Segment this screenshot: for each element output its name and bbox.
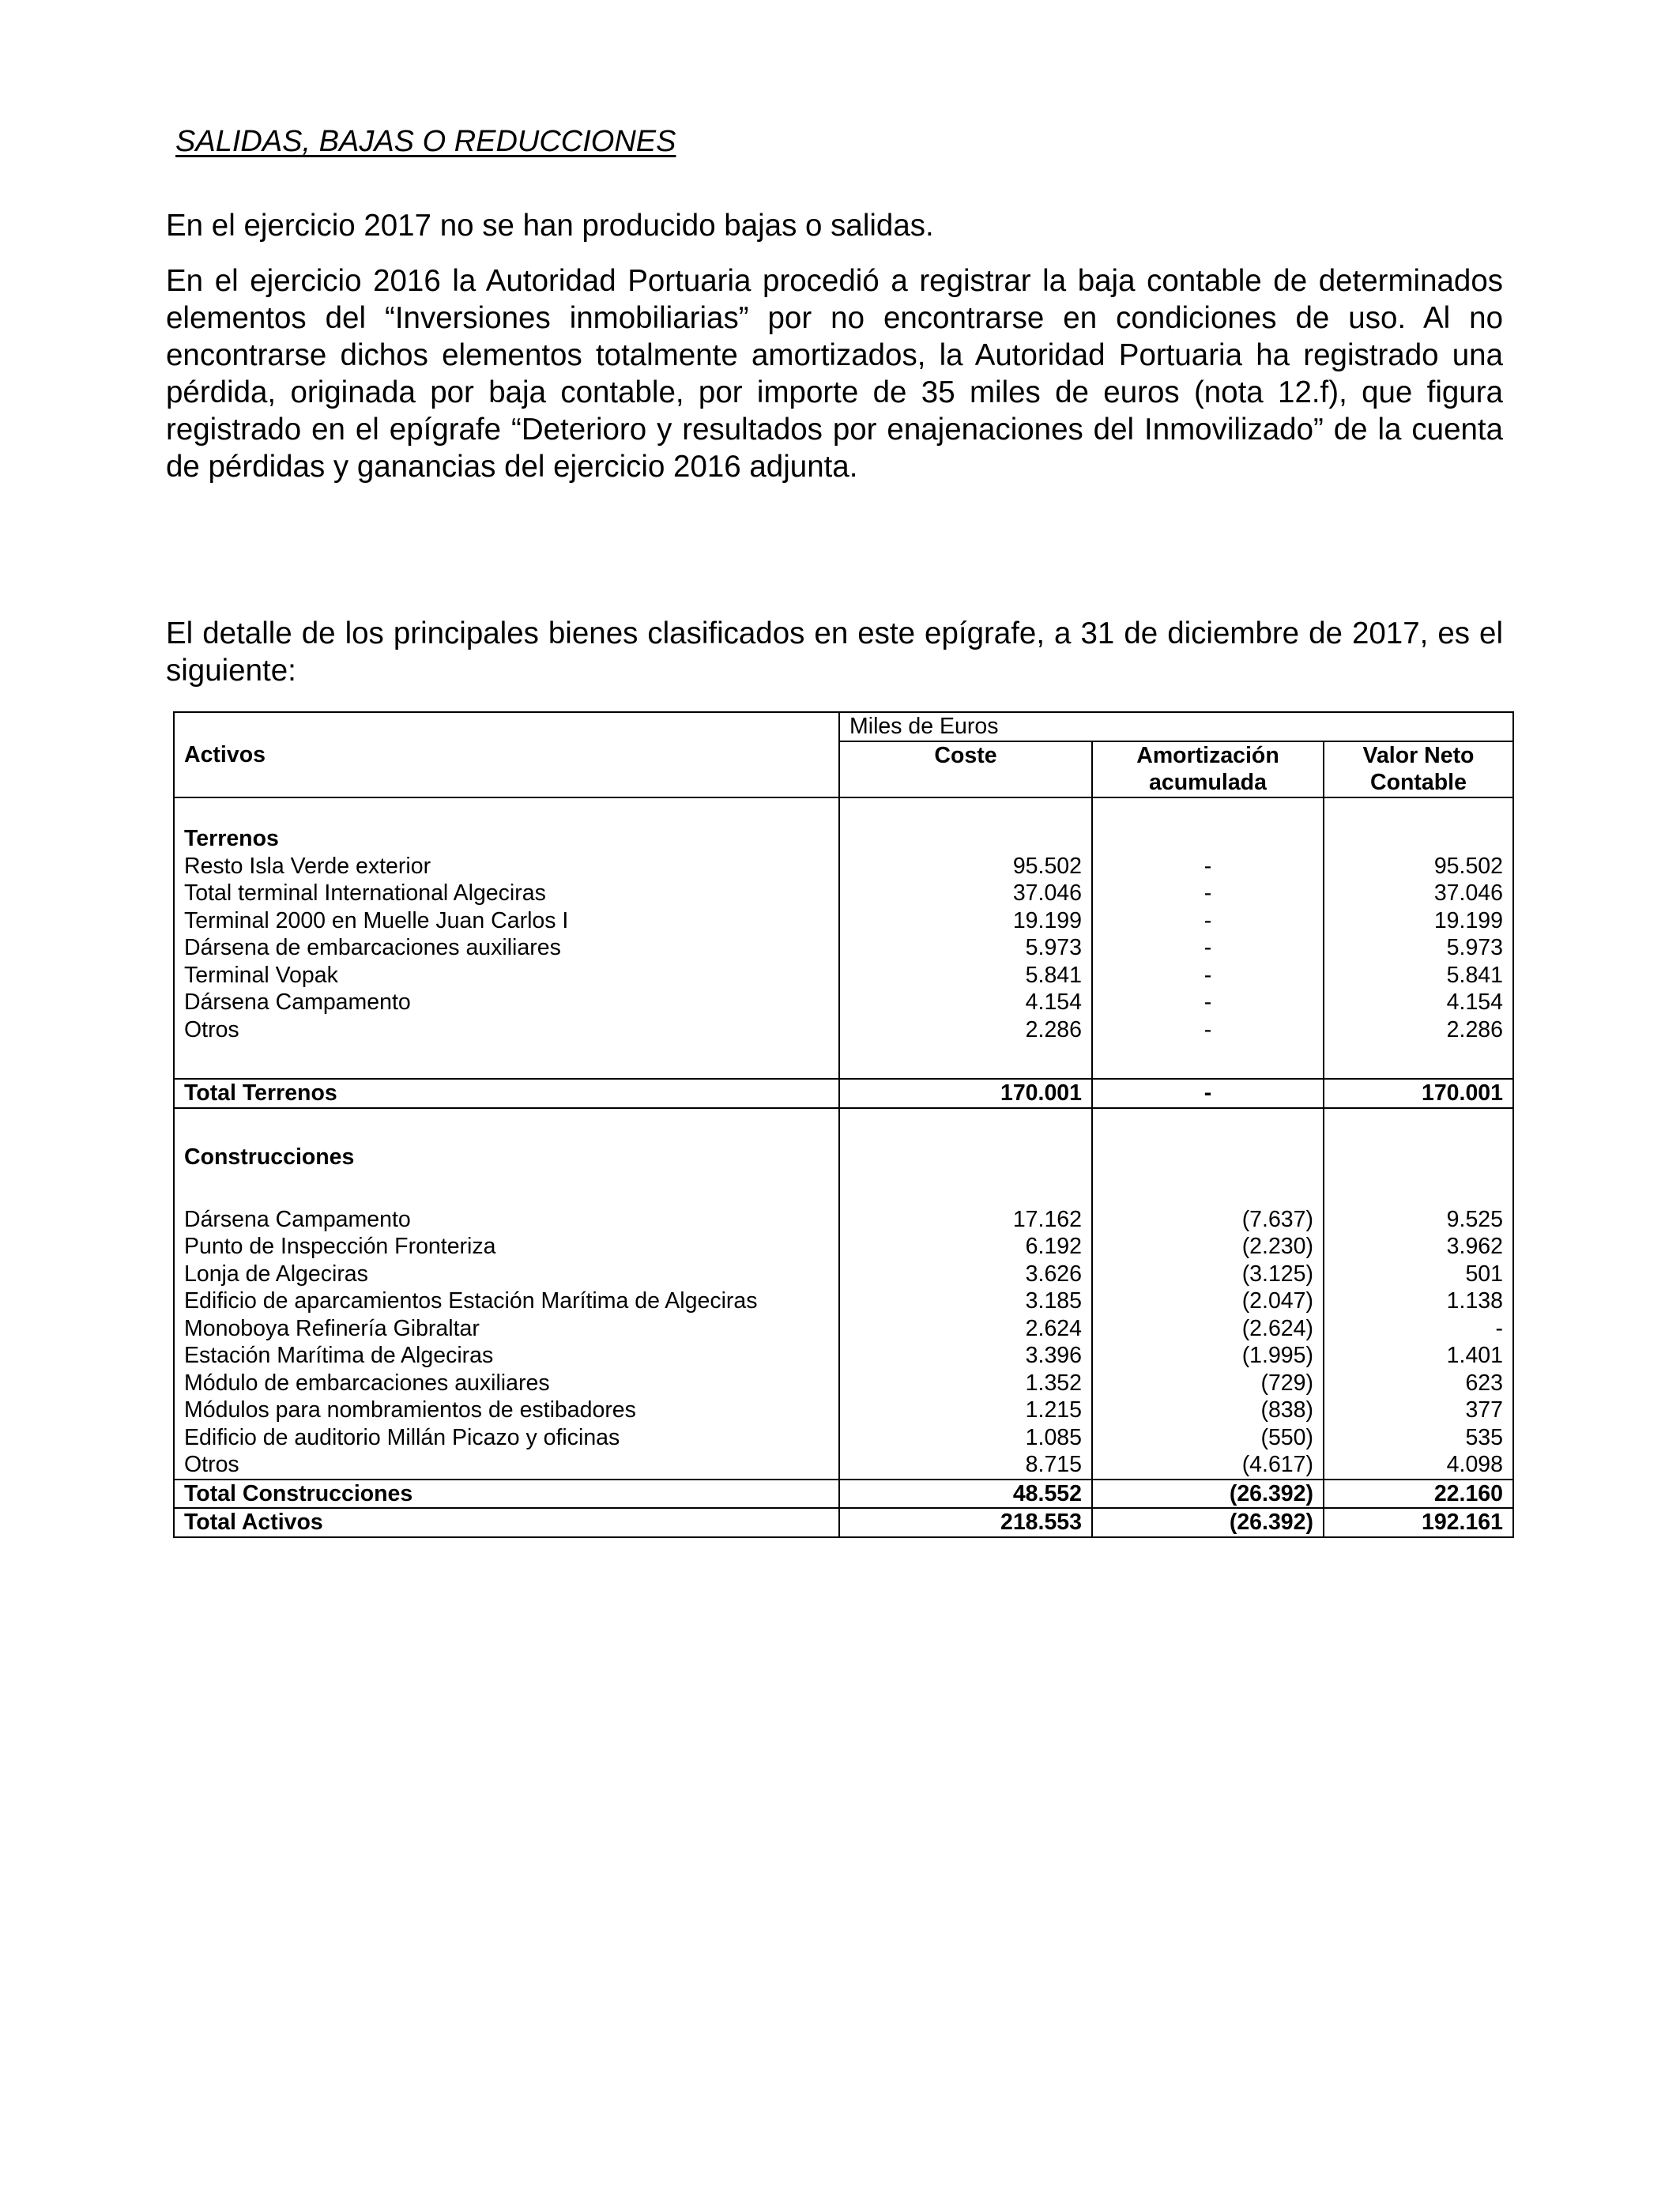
paragraph-2016-disposal: En el ejercicio 2016 la Autoridad Portuaria procedió a registrar la baja contable de determinados elementos del “Inversiones inmobiliarias” por no encontrarse en condiciones de uso. Al no encontrarse dichos elementos totalmente amortizados, la Autoridad Portuaria ha registrado una pérdida, originada por baja contable, por importe de 35 miles de euros (nota 12.f), que figura registrado en el epígrafe “Deterioro y resultados por enajenaciones del Inmovilizado” de la cuenta de pérdidas y ganancias del ejercicio 2016 adjunta. — [166, 264, 1503, 484]
cell-valor: 19.199 — [1324, 907, 1513, 935]
cell-valor: 1.401 — [1324, 1342, 1513, 1370]
cell-valor: 623 — [1324, 1370, 1513, 1397]
cell-amortizacion: (550) — [1092, 1424, 1324, 1452]
asset-name: Dársena Campamento — [174, 1206, 839, 1234]
cell-valor: 535 — [1324, 1424, 1513, 1452]
table-row — [174, 1342, 1513, 1370]
grand-total-amortizacion: (26.392) — [1092, 1508, 1324, 1537]
table-row — [174, 853, 1513, 880]
paragraph-table-intro: El detalle de los principales bienes clasificados en este epígrafe, a 31 de diciembre de 2017, es el siguiente: — [166, 616, 1503, 688]
total-label: Total Construcciones — [174, 1480, 839, 1509]
cell-valor: 5.841 — [1324, 962, 1513, 990]
grand-total-label: Total Activos — [174, 1508, 839, 1537]
cell-valor: 9.525 — [1324, 1206, 1513, 1234]
asset-name: Módulos para nombramientos de estibadores — [174, 1397, 839, 1424]
cell-coste: 17.162 — [839, 1206, 1092, 1234]
asset-name: Edificio de auditorio Millán Picazo y oficinas — [174, 1424, 839, 1452]
table-row — [174, 1315, 1513, 1343]
section-title-construcciones: Construcciones — [174, 1136, 839, 1171]
cell-valor: - — [1324, 1315, 1513, 1343]
assets-table — [173, 711, 1514, 1538]
section-title-terrenos: Terrenos — [174, 825, 839, 853]
asset-name: Total terminal International Algeciras — [174, 880, 839, 907]
cell-valor: 501 — [1324, 1261, 1513, 1288]
table-row — [174, 1206, 1513, 1234]
cell-coste: 3.185 — [839, 1287, 1092, 1315]
cell-coste: 1.085 — [839, 1424, 1092, 1452]
paragraph-no-disposals: En el ejercicio 2017 no se han producido bajas o salidas. — [166, 209, 934, 243]
section-heading: SALIDAS, BAJAS O REDUCCIONES — [175, 125, 676, 158]
grand-total-valor: 192.161 — [1324, 1508, 1513, 1537]
cell-valor: 4.154 — [1324, 989, 1513, 1016]
total-amortizacion: (26.392) — [1092, 1480, 1324, 1509]
header-activos: Activos — [174, 741, 839, 797]
cell-coste: 4.154 — [839, 989, 1092, 1016]
asset-name: Estación Marítima de Algeciras — [174, 1342, 839, 1370]
header-valor-neto — [1324, 741, 1513, 797]
asset-name: Otros — [174, 1451, 839, 1480]
total-amortizacion: - — [1092, 1079, 1324, 1108]
cell-valor: 95.502 — [1324, 853, 1513, 880]
asset-name: Terminal 2000 en Muelle Juan Carlos I — [174, 907, 839, 935]
table-row — [174, 1424, 1513, 1452]
cell-coste: 2.286 — [839, 1016, 1092, 1044]
cell-amortizacion: - — [1092, 1016, 1324, 1044]
cell-valor: 3.962 — [1324, 1233, 1513, 1261]
spacer-row — [174, 1171, 1513, 1206]
assets-table-body — [174, 712, 1513, 1537]
cell-amortizacion: - — [1092, 989, 1324, 1016]
asset-name: Otros — [174, 1016, 839, 1044]
cell-coste: 8.715 — [839, 1451, 1092, 1480]
header-amortizacion-line2: acumulada — [1149, 770, 1267, 795]
section-title-row — [174, 825, 1513, 853]
asset-name: Resto Isla Verde exterior — [174, 853, 839, 880]
cell-valor: 1.138 — [1324, 1287, 1513, 1315]
cell-amortizacion: (729) — [1092, 1370, 1324, 1397]
cell-coste: 1.352 — [839, 1370, 1092, 1397]
asset-name: Módulo de embarcaciones auxiliares — [174, 1370, 839, 1397]
total-valor: 170.001 — [1324, 1079, 1513, 1108]
cell-amortizacion: (1.995) — [1092, 1342, 1324, 1370]
header-valor-line2: Contable — [1370, 770, 1467, 795]
cell-amortizacion: (2.230) — [1092, 1233, 1324, 1261]
cell-amortizacion: - — [1092, 962, 1324, 990]
asset-name: Monoboya Refinería Gibraltar — [174, 1315, 839, 1343]
table-row — [174, 1233, 1513, 1261]
grand-total-row — [174, 1508, 1513, 1537]
column-header-row — [174, 741, 1513, 797]
cell-coste: 5.841 — [839, 962, 1092, 990]
cell-coste: 5.973 — [839, 934, 1092, 962]
cell-valor: 4.098 — [1324, 1451, 1513, 1480]
cell-coste: 37.046 — [839, 880, 1092, 907]
unit-label: Miles de Euros — [839, 712, 1513, 741]
unit-header-row — [174, 712, 1513, 741]
asset-name: Edificio de aparcamientos Estación Marítima de Algeciras — [174, 1287, 839, 1315]
cell-amortizacion: - — [1092, 934, 1324, 962]
table-row — [174, 934, 1513, 962]
cell-valor: 5.973 — [1324, 934, 1513, 962]
cell-amortizacion: (7.637) — [1092, 1206, 1324, 1234]
asset-name: Dársena Campamento — [174, 989, 839, 1016]
asset-name: Lonja de Algeciras — [174, 1261, 839, 1288]
cell-amortizacion: (838) — [1092, 1397, 1324, 1424]
table-row — [174, 989, 1513, 1016]
cell-coste: 2.624 — [839, 1315, 1092, 1343]
spacer-row — [174, 1043, 1513, 1079]
total-valor: 22.160 — [1324, 1480, 1513, 1509]
cell-coste: 19.199 — [839, 907, 1092, 935]
cell-valor: 2.286 — [1324, 1016, 1513, 1044]
table-row — [174, 907, 1513, 935]
cell-amortizacion: (2.047) — [1092, 1287, 1324, 1315]
cell-amortizacion: - — [1092, 880, 1324, 907]
cell-amortizacion: (4.617) — [1092, 1451, 1324, 1480]
total-label: Total Terrenos — [174, 1079, 839, 1108]
cell-coste: 3.396 — [839, 1342, 1092, 1370]
cell-coste: 6.192 — [839, 1233, 1092, 1261]
table-row — [174, 962, 1513, 990]
cell-amortizacion: (2.624) — [1092, 1315, 1324, 1343]
cell-coste: 3.626 — [839, 1261, 1092, 1288]
asset-name: Terminal Vopak — [174, 962, 839, 990]
total-coste: 170.001 — [839, 1079, 1092, 1108]
header-amortizacion-line1: Amortización — [1136, 742, 1279, 768]
cell-amortizacion: - — [1092, 853, 1324, 880]
table-row — [174, 1287, 1513, 1315]
table-row — [174, 1397, 1513, 1424]
cell-amortizacion: (3.125) — [1092, 1261, 1324, 1288]
table-row — [174, 1016, 1513, 1044]
section-title-row — [174, 1136, 1513, 1171]
total-row-construcciones — [174, 1480, 1513, 1509]
spacer-row — [174, 797, 1513, 826]
table-row — [174, 880, 1513, 907]
cell-coste: 95.502 — [839, 853, 1092, 880]
table-row — [174, 1451, 1513, 1480]
table-row — [174, 1261, 1513, 1288]
cell-valor: 37.046 — [1324, 880, 1513, 907]
cell-amortizacion: - — [1092, 907, 1324, 935]
spacer-row — [174, 1108, 1513, 1137]
header-valor-line1: Valor Neto — [1362, 742, 1475, 768]
cell-valor: 377 — [1324, 1397, 1513, 1424]
total-row-terrenos — [174, 1079, 1513, 1108]
total-coste: 48.552 — [839, 1480, 1092, 1509]
header-amortizacion — [1092, 741, 1324, 797]
header-coste: Coste — [839, 741, 1092, 797]
asset-name: Punto de Inspección Fronteriza — [174, 1233, 839, 1261]
cell-coste: 1.215 — [839, 1397, 1092, 1424]
asset-name: Dársena de embarcaciones auxiliares — [174, 934, 839, 962]
table-row — [174, 1370, 1513, 1397]
grand-total-coste: 218.553 — [839, 1508, 1092, 1537]
